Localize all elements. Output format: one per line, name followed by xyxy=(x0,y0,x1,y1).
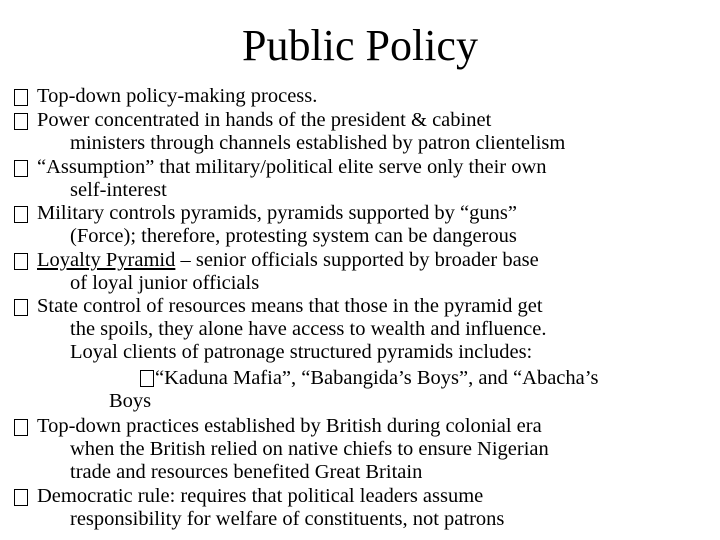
loyalty-pyramid-term: Loyalty Pyramid xyxy=(37,249,176,271)
bullet-text: Top-down policy-making process. xyxy=(37,85,318,107)
bullet-text: Power concentrated in hands of the president & cabinet xyxy=(37,109,492,131)
bullet-text-continued: self-interest xyxy=(70,179,167,202)
bullet-item xyxy=(14,109,566,155)
square-bullet-icon xyxy=(14,299,28,316)
bullet-text: State control of resources means that those in the pyramid get xyxy=(37,295,543,317)
bullet-text: Military controls pyramids, pyramids supported by “guns” xyxy=(37,202,517,224)
square-bullet-icon xyxy=(14,253,28,270)
square-bullet-icon xyxy=(14,206,28,223)
bullet-text-continued: trade and resources benefited Great Britain xyxy=(70,461,423,484)
bullet-text-continued: (Force); therefore, protesting system can be dangerous xyxy=(70,225,517,248)
bullet-text: Democratic rule: requires that political leaders assume xyxy=(37,485,484,507)
slide-title: Public Policy xyxy=(242,21,478,70)
bullet-text-continued: of loyal junior officials xyxy=(70,272,260,295)
square-bullet-icon xyxy=(14,89,28,106)
bullet-text-continued: responsibility for welfare of constituents, not patrons xyxy=(70,508,505,531)
square-bullet-icon xyxy=(14,489,28,506)
sub-bullet-text-continued: Boys xyxy=(109,390,152,412)
bullet-item xyxy=(14,249,539,295)
bullet-item xyxy=(14,156,547,202)
bullet-item xyxy=(14,202,517,248)
sub-bullet-text: “Kaduna Mafia”, “Babangida’s Boys”, and “Abacha’s xyxy=(155,367,599,389)
square-bullet-icon xyxy=(14,419,28,436)
bullet-text-continued: Loyal clients of patronage structured pyramids includes: xyxy=(70,341,533,364)
sub-bullet-item xyxy=(140,367,598,390)
square-bullet-icon xyxy=(14,160,28,177)
bullet-item xyxy=(14,85,318,108)
square-bullet-icon xyxy=(14,113,28,130)
bullet-text: “Assumption” that military/political elite serve only their own xyxy=(37,156,547,178)
square-sub-bullet-icon xyxy=(140,370,154,387)
bullet-item xyxy=(14,295,599,412)
bullet-text: Top-down practices established by British during colonial era xyxy=(37,415,542,437)
bullet-item xyxy=(14,485,505,531)
bullet-text-continued: when the British relied on native chiefs to ensure Nigerian xyxy=(70,438,549,461)
bullet-text-continued: ministers through channels established by patron clientelism xyxy=(70,132,566,155)
bullet-text-continued: the spoils, they alone have access to wealth and influence. xyxy=(70,318,547,341)
bullet-text: – senior officials supported by broader base xyxy=(175,249,539,271)
bullet-item xyxy=(14,415,549,485)
sub-bullet-text-continued-wrap xyxy=(109,390,151,413)
